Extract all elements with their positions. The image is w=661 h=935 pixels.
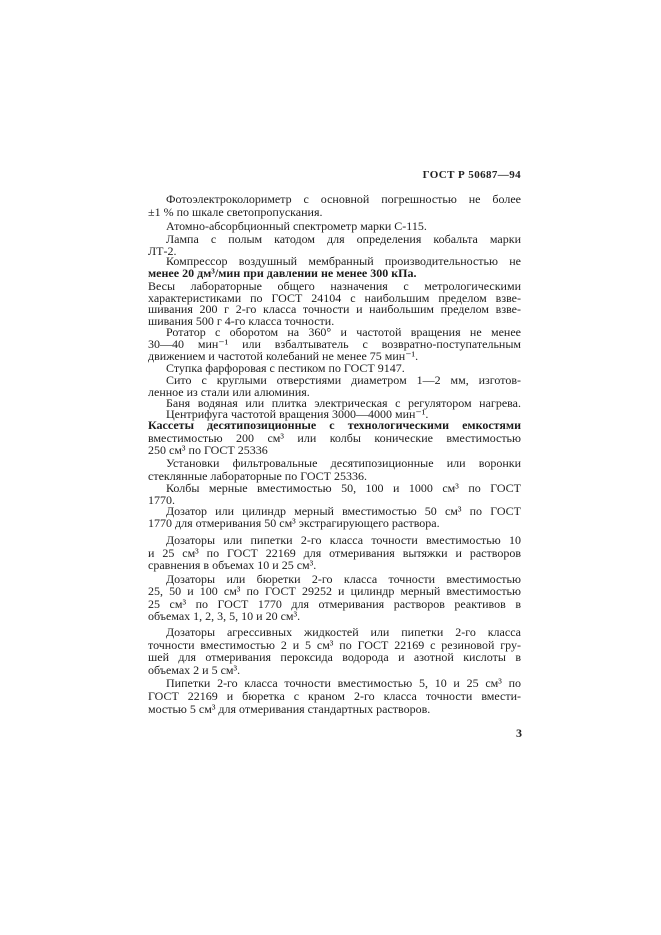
text-line: ±1 % по шкале светопропускания.: [148, 205, 323, 219]
text-line: характеристиками по ГОСТ 24104 с наибольшим пределом взве-: [148, 290, 521, 305]
text-line: ГОСТ 22169 и бюретка с краном 2-го класса точности вмести-: [148, 689, 521, 703]
text-line: Баня водяная или плитка электрическая с регулятором нагрева.: [166, 396, 521, 410]
paragraph-pipettes-burette: [148, 677, 521, 716]
paragraph-compressor: [148, 256, 521, 279]
paragraph-scales: [148, 281, 521, 327]
document-code: ГОСТ Р 50687—94: [422, 169, 521, 181]
page-number: 3: [516, 726, 522, 740]
paragraph-burette-dispensers: [148, 573, 521, 623]
paragraph-cassettes: [148, 419, 521, 457]
text-line: вместимостью 200 см³ или колбы конические вместимостью: [148, 430, 521, 445]
text-line: Компрессор воздушный мембранный производительностью не: [166, 254, 521, 268]
text-line: менее 20 дм³/мин при давлении не менее 300 кПа.: [148, 265, 417, 280]
text-line: шивания 500 г 4-го класса точности.: [148, 313, 335, 328]
text-line: Ротатор с оборотом на 360° и частотой вращения не менее: [166, 325, 521, 339]
text-line: Дозаторы агрессивных жидкостей или пипетки 2-го класса: [166, 625, 521, 639]
text-line: ленное из стали или алюминия.: [148, 384, 310, 399]
paragraph-photocolorimeter: [148, 193, 521, 219]
text-line: сравнения в объемах 10 и 25 см³.: [148, 558, 317, 572]
text-line: шей для отмеривания пероксида водорода и азотной кислоты в: [148, 650, 521, 665]
text-line: Атомно-абсорбционный спектрометр марки С-115.: [166, 219, 427, 233]
text-line: движением и частотой колебаний не менее 75 мин⁻¹.: [148, 349, 419, 363]
text-line: Фотоэлектроколориметр с основной погрешностью не более: [166, 192, 521, 206]
paragraph-filter-units: [148, 457, 521, 483]
text-line: стеклянные лабораторные по ГОСТ 25336.: [148, 469, 368, 483]
text-line: Колбы мерные вместимостью 50, 100 и 1000 см³ по ГОСТ: [166, 481, 521, 495]
text-line: точности вместимостью 2 и 5 см³ по ГОСТ 22169 с резиновой гру-: [148, 637, 521, 652]
text-line: Сито с круглыми отверстиями диаметром 1—2 мм, изготов-: [166, 373, 521, 387]
text-line: 250 см³ по ГОСТ 25336: [148, 443, 268, 457]
text-line: 1770.: [148, 492, 175, 507]
text-line: Ступка фарфоровая с пестиком по ГОСТ 9147.: [166, 361, 405, 375]
text-line: объемах 1, 2, 3, 5, 10 и 20 см³.: [148, 609, 301, 624]
text-line: Дозаторы или бюретки 2-го класса точности вместимостью: [166, 572, 521, 586]
text-line: Установки фильтровальные десятипозиционные или воронки: [166, 456, 521, 470]
text-line: 30—40 мин⁻¹ или взбалтыватель с возвратно-поступательным: [148, 337, 521, 351]
text-line: Кассеты десятипозиционные с технологическими емкостями: [148, 418, 521, 432]
text-line: 25 см³ по ГОСТ 1770 для отмеривания растворов реактивов в: [148, 596, 521, 611]
text-line: шивания 200 г 2-го класса точности и наибольшим пределом взве-: [148, 302, 521, 317]
paragraph-sieve: [148, 375, 521, 398]
text-line: Дозатор или цилиндр мерный вместимостью 50 см³ по ГОСТ: [166, 504, 521, 518]
text-line: Весы лабораторные общего назначения с метрологическими: [148, 279, 521, 293]
text-line: и 25 см³ по ГОСТ 22169 для отмеривания вытяжки и растворов: [148, 545, 521, 560]
paragraph-pipette-dispensers: [148, 534, 521, 572]
text-line: Дозаторы или пипетки 2-го класса точности вместимостью 10: [166, 533, 521, 547]
paragraph-rotator: [148, 326, 521, 362]
text-line: Лампа с полым катодом для определения кобальта марки: [166, 232, 521, 246]
text-line: объемах 2 и 5 см³.: [148, 663, 241, 678]
paragraph-extractant-dispenser: [148, 505, 521, 529]
text-line: 1770 для отмеривания 50 см³ экстрагирующего раствора.: [148, 516, 440, 530]
paragraph-volumetric-flasks: [148, 483, 521, 506]
text-line: ЛТ-2.: [148, 243, 177, 258]
paragraph-aggressive-liquid-dispensers: [148, 626, 521, 677]
text-line: Центрифуга частотой вращения 3000—4000 мин⁻¹.: [166, 407, 429, 421]
text-line: 25, 50 и 100 см³ по ГОСТ 29252 и цилиндр мерный вместимостью: [148, 584, 521, 599]
text-line: Пипетки 2-го класса точности вместимостью 5, 10 и 25 см³ по: [166, 676, 521, 690]
text-line: мостью 5 см³ для отмеривания стандартных растворов.: [148, 702, 431, 716]
